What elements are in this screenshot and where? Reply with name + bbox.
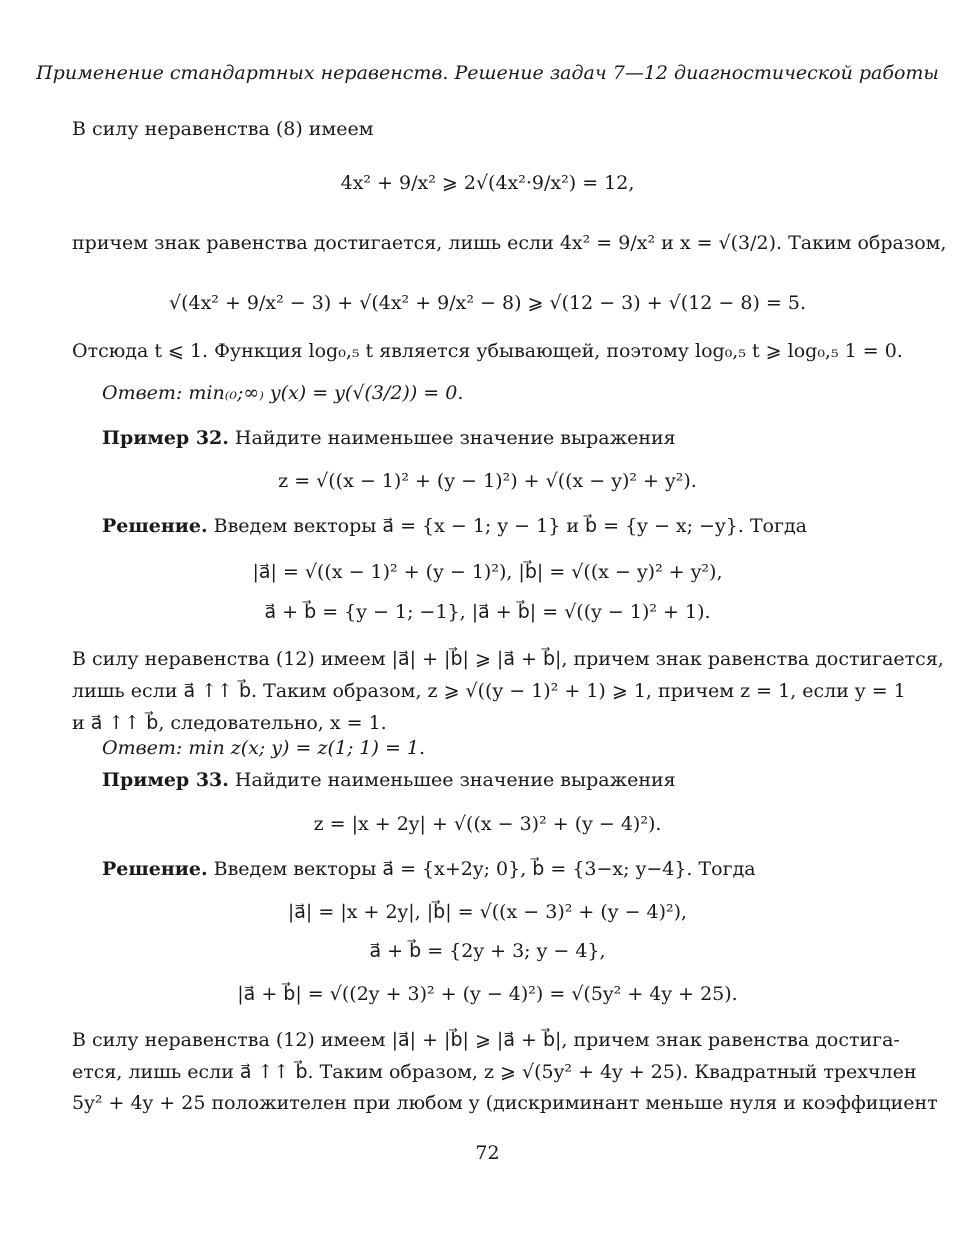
solution-text: Введем векторы a⃗ = {x − 1; y − 1} и b⃗ = {y − x; −y}. Тогда [213, 515, 807, 537]
example-text: Найдите наименьшее значение выражения [234, 427, 676, 449]
solution-line [102, 858, 975, 880]
example-text: Найдите наименьшее значение выражения [234, 769, 676, 791]
answer-line: Ответ: min₍₀;∞₎ y(x) = y(√(3/2)) = 0. [102, 382, 464, 404]
text-line: Отсюда t ⩽ 1. Функция log₀,₅ t является убывающей, поэтому log₀,₅ t ⩾ log₀,₅ 1 = 0. [72, 340, 903, 362]
example-33 [102, 769, 975, 791]
text-line: причем знак равенства достигается, лишь если 4x² = 9/x² и x = √(3/2). Таким образом, [72, 232, 947, 254]
text-line: В силу неравенства (12) имеем |a⃗| + |b⃗| ⩾ |a⃗ + b⃗|, причем знак равенства достига- [72, 1029, 900, 1051]
formula: |a⃗ + b⃗| = √((2y + 3)² + (y − 4)²) = √(5y² + 4y + 25). [237, 983, 738, 1005]
formula: √(4x² + 9/x² − 3) + √(4x² + 9/x² − 8) ⩾ √(12 − 3) + √(12 − 8) = 5. [168, 292, 807, 314]
text-line: В силу неравенства (12) имеем |a⃗| + |b⃗| ⩾ |a⃗ + b⃗|, причем знак равенства достигается, [72, 648, 944, 670]
example-label: Пример 32. [102, 427, 229, 449]
formula: |a⃗| = √((x − 1)² + (y − 1)²), |b⃗| = √((x − y)² + y²), [252, 561, 723, 583]
formula: z = √((x − 1)² + (y − 1)²) + √((x − y)² + y²). [278, 470, 697, 492]
solution-text: Введем векторы a⃗ = {x+2y; 0}, b⃗ = {3−x; y−4}. Тогда [213, 858, 756, 880]
text-line: лишь если a⃗ ↑↑ b⃗. Таким образом, z ⩾ √((y − 1)² + 1) ⩾ 1, причем z = 1, если y = 1 [72, 680, 906, 702]
formula: 4x² + 9/x² ⩾ 2√(4x²·9/x²) = 12, [340, 172, 635, 194]
running-header: Применение стандартных неравенств. Решение задач 7—12 диагностической работы [36, 62, 939, 84]
solution-label: Решение. [102, 858, 208, 880]
text-line: и a⃗ ↑↑ b⃗, следовательно, x = 1. [72, 712, 387, 734]
page-number: 72 [475, 1142, 500, 1164]
formula: a⃗ + b⃗ = {2y + 3; y − 4}, [369, 940, 606, 962]
text-line: В силу неравенства (8) имеем [72, 118, 374, 140]
formula: z = |x + 2y| + √((x − 3)² + (y − 4)²). [313, 813, 662, 835]
example-32 [102, 427, 975, 449]
text-line: ется, лишь если a⃗ ↑↑ b⃗. Таким образом, z ⩾ √(5y² + 4y + 25). Квадратный трехчлен [72, 1061, 917, 1083]
formula: a⃗ + b⃗ = {y − 1; −1}, |a⃗ + b⃗| = √((y − 1)² + 1). [264, 601, 711, 623]
formula: |a⃗| = |x + 2y|, |b⃗| = √((x − 3)² + (y − 4)²), [287, 901, 688, 923]
solution-label: Решение. [102, 515, 208, 537]
text-line: 5y² + 4y + 25 положителен при любом y (дискриминант меньше нуля и коэффициент [72, 1092, 938, 1114]
example-label: Пример 33. [102, 769, 229, 791]
solution-line [102, 515, 975, 537]
answer-line: Ответ: min z(x; y) = z(1; 1) = 1. [102, 737, 426, 759]
